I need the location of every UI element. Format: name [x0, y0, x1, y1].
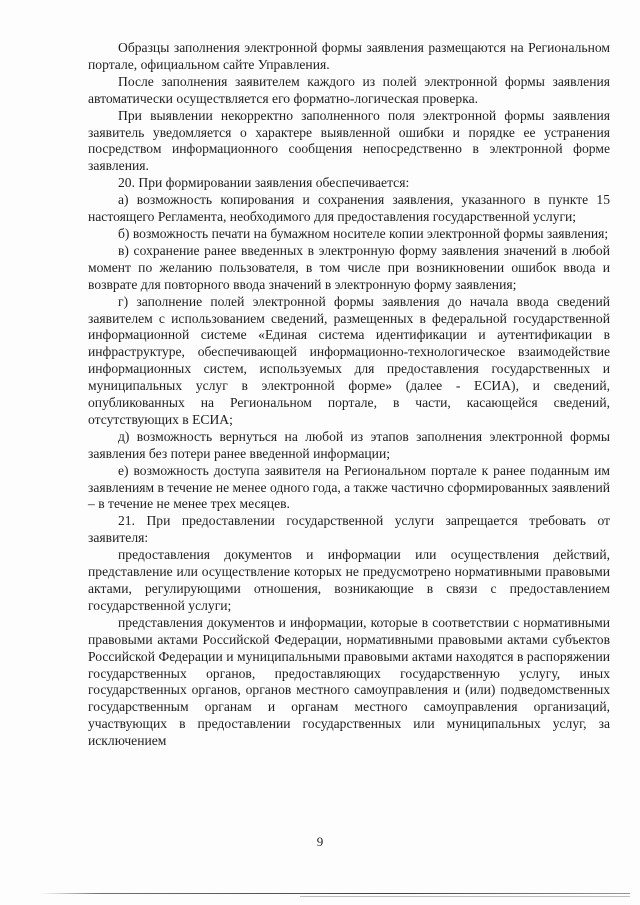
paragraph-item-20-d: д) возможность вернуться на любой из этапов заполнения электронной формы заявления без потери ранее введенной информации; [88, 428, 610, 461]
paragraph-format-check: После заполнения заявителем каждого из полей электронной формы заявления автоматически осуществляется его форматно-логическая проверка. [88, 73, 610, 106]
paragraph-item-20-b: б) возможность печати на бумажном носителе копии электронной формы заявления; [118, 225, 609, 241]
paragraph-item-20-a: а) возможность копирования и сохранения заявления, указанного в пункте 15 настоящего Регламента, необходимого для предоставления государственной услуги; [88, 192, 610, 225]
paragraph-error-notice: При выявлении некорректно заполненного поля электронной формы заявления заявитель уведомляется о характере выявленной ошибки и порядке ее устранения посредством информационного сообщения непосредственно в электронной форме заявления. [88, 107, 610, 174]
paragraph-item-20-e: е) возможность доступа заявителя на Региональном портале к ранее поданным им заявлениям в течение не менее одного года, а также частично сформированных заявлений – в течение не менее трех месяцев. [88, 462, 610, 512]
document-body [88, 40, 610, 750]
paragraph-item-20-g: г) заполнение полей электронной формы заявления до начала ввода сведений заявителем с использованием сведений, размещенных в федеральной государственной информационной системе «Единая система идентификации и аутентификации в инфраструктуре, обеспечивающей информационно-технологическое взаимодействие информационных систем, используемых для предоставления государственных и муниципальных услуг в электронной форме» (далее - ЕСИА), и сведений, опубликованных на Региональном портале, в части, касающейся сведений, отсутствующих в ЕСИА; [88, 293, 610, 427]
paragraph-item-20-v: в) сохранение ранее введенных в электронную форму заявления значений в любой момент по желанию пользователя, в том числе при возникновении ошибок ввода и возврате для повторного ввода значений в электронную форму заявления; [88, 242, 610, 292]
paragraph-item-21: 21. При предоставлении государственной услуги запрещается требовать от заявителя: [88, 513, 610, 546]
paragraph-item-20: 20. При формировании заявления обеспечивается: [118, 175, 410, 191]
scan-edge-line [40, 893, 630, 894]
paragraph-item-21-information: представления документов и информации, которые в соответствии с нормативными правовыми актами Российской Федерации, нормативными правовыми актами субъектов Российской Федерации и муниципальными правовыми актами находятся в распоряжении государственных органов, предоставляющих государственную услугу, иных государственных органов, органов местного самоуправления и (или) подведомственных государственным органам и органам местного самоуправления организаций, участвующих в предоставлении государственных или муниципальных услуг, за исключением [88, 614, 610, 749]
page-number: 9 [316, 834, 324, 849]
paragraph-sample-forms: Образцы заполнения электронной формы заявления размещаются на Региональном портале, официальном сайте Управления. [88, 40, 610, 72]
paragraph-item-21-documents: предоставления документов и информации или осуществления действий, представление или осуществление которых не предусмотрено нормативными правовыми актами, регулирующими отношения, возникающие в связи с предоставлением государственной услуги; [88, 547, 610, 613]
scan-edge-line-secondary [300, 896, 630, 897]
